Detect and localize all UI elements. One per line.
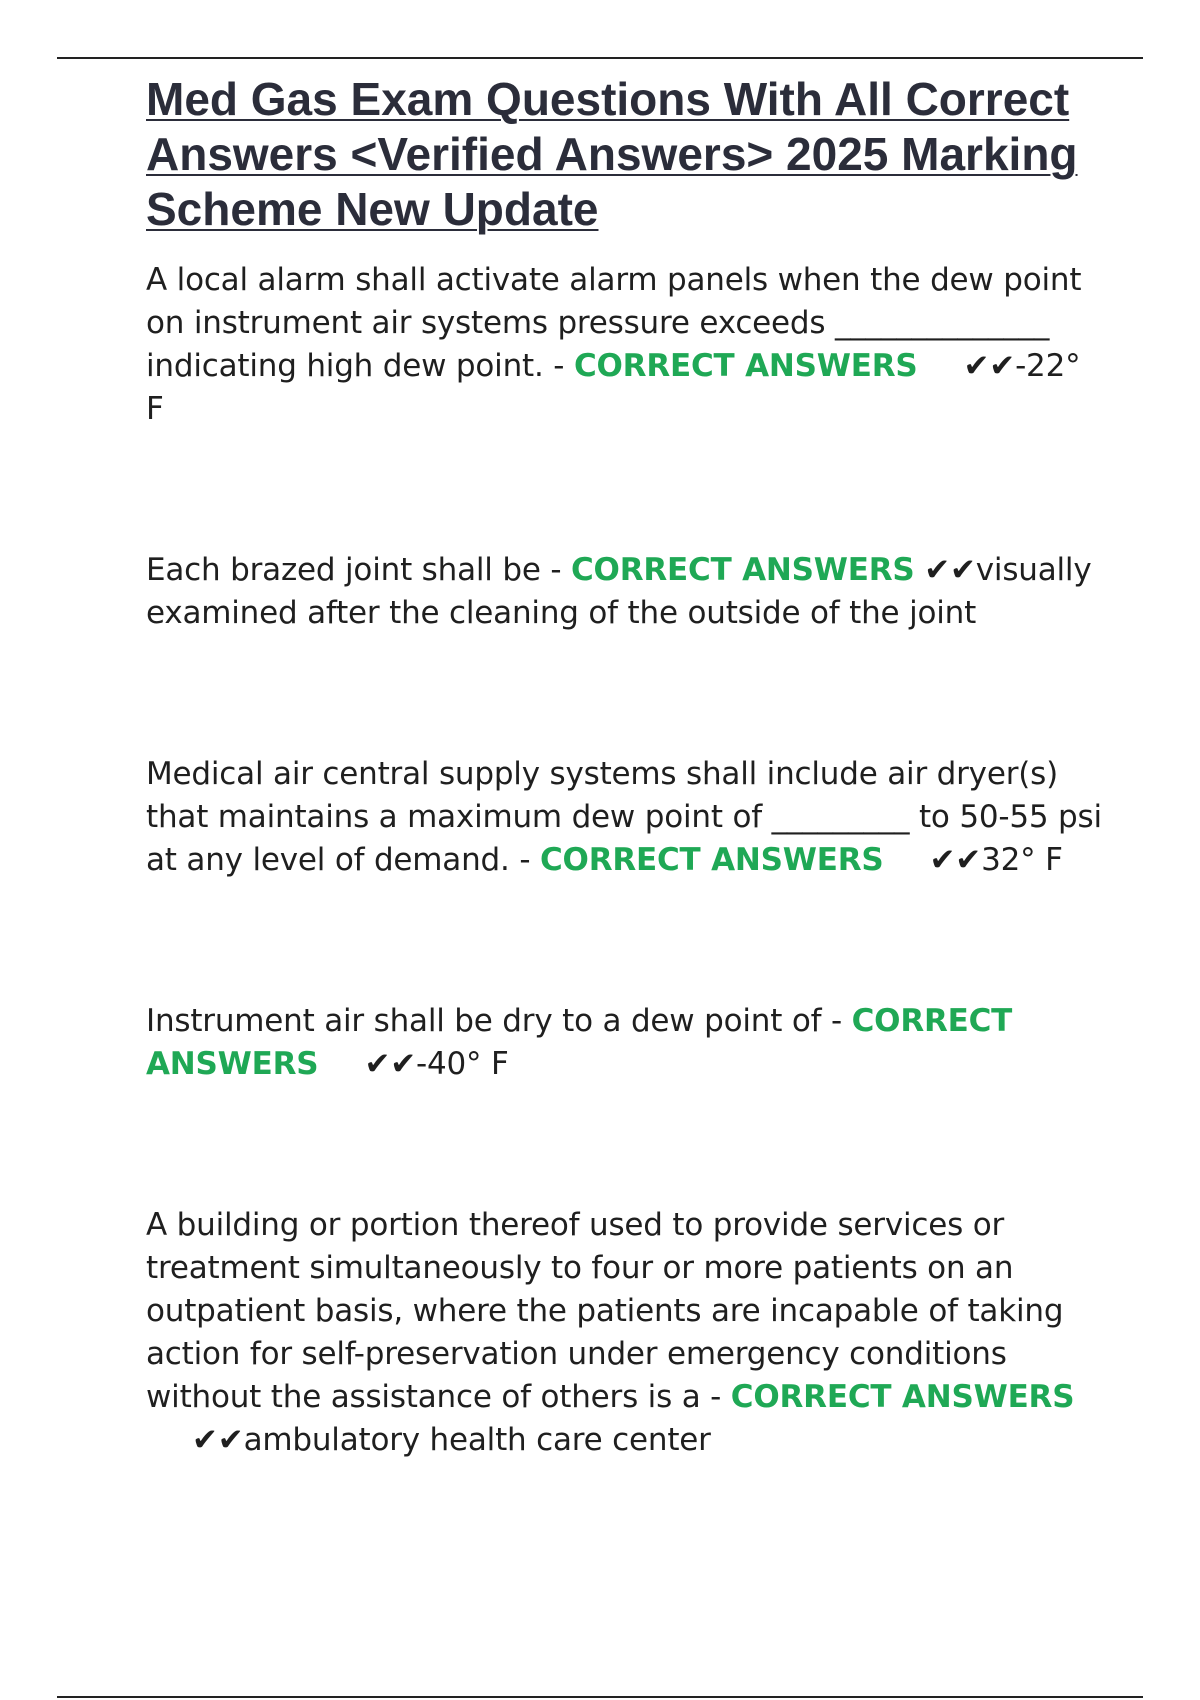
qa-item-4	[146, 1000, 1106, 1086]
qa-item-1	[146, 259, 1106, 431]
double-check-icon: ✔✔	[929, 842, 982, 878]
double-check-icon: ✔✔	[192, 1422, 244, 1458]
document-title: Med Gas Exam Questions With All Correct Answers <Verified Answers> 2025 Marking Scheme New Update	[146, 73, 1078, 235]
question-text: A local alarm shall activate alarm panels when the dew point on instrument air systems pressure exceeds ______________ indicating high dew point. -	[146, 262, 1082, 384]
answer-text: -40° F	[416, 1046, 509, 1082]
question-text: Each brazed joint shall be -	[146, 552, 571, 588]
double-check-icon: ✔✔	[364, 1046, 416, 1082]
correct-answers-label: CORRECT ANSWERS	[730, 1379, 1075, 1415]
correct-answers-label: CORRECT ANSWERS	[539, 842, 884, 878]
qa-item-3	[146, 753, 1106, 882]
answer-text: ambulatory health care center	[243, 1422, 711, 1458]
correct-answers-label: CORRECT ANSWERS	[146, 1003, 1013, 1082]
question-text: Instrument air shall be dry to a dew point of -	[146, 1003, 852, 1039]
bottom-rule	[57, 1696, 1143, 1698]
question-text: Medical air central supply systems shall include air dryer(s) that maintains a maximum dew point of _________ to 50-55 psi at any level of demand. -	[146, 756, 1102, 878]
qa-item-5	[146, 1204, 1106, 1462]
answer-text: visually examined after the cleaning of the outside of the joint	[146, 552, 1092, 631]
correct-answers-label: CORRECT ANSWERS	[571, 552, 915, 588]
qa-item-2	[146, 549, 1106, 635]
correct-answers-label: CORRECT ANSWERS	[573, 348, 918, 384]
double-check-icon: ✔✔	[963, 348, 1016, 384]
top-rule	[57, 57, 1143, 59]
question-text: A building or portion thereof used to provide services or treatment simultaneously to four or more patients on an outpatient basis, where the patients are incapable of taking action for self-preservation under emergency conditions without the assistance of others is a -	[146, 1207, 1064, 1415]
double-check-icon: ✔✔	[924, 552, 976, 588]
answer-text: -22° F	[146, 348, 1081, 427]
document-body	[146, 72, 1106, 1580]
answer-text: 32° F	[981, 842, 1063, 878]
